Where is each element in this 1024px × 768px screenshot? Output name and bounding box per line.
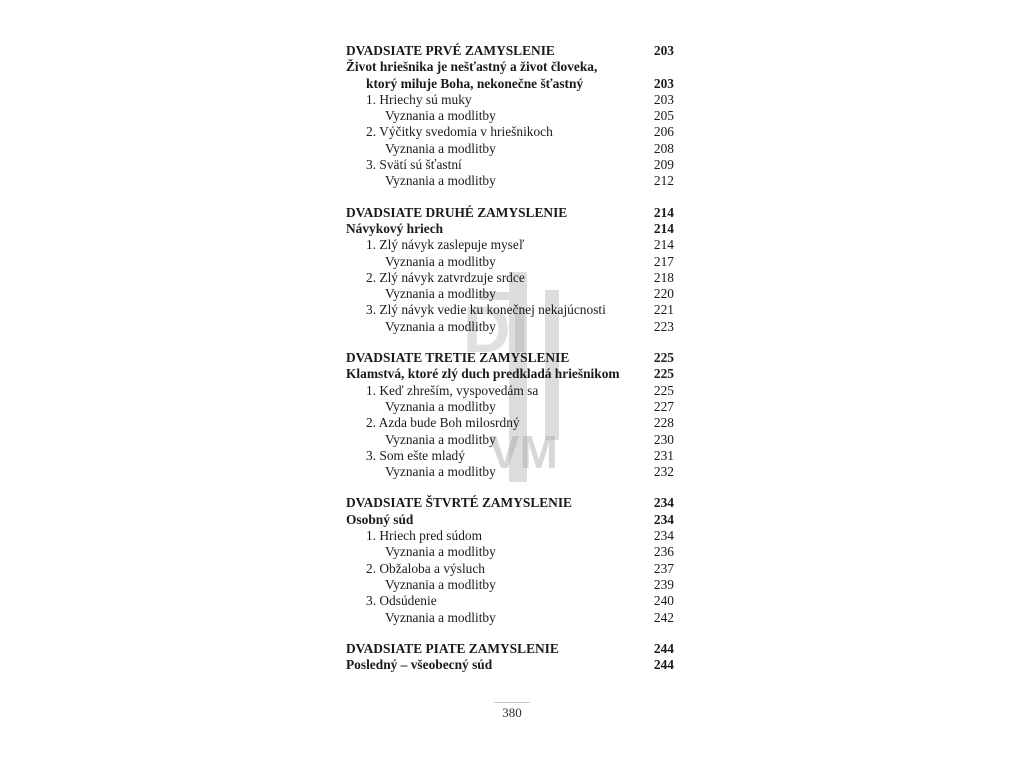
toc-entry-text: Vyznania a modlitby xyxy=(385,253,496,269)
toc-entry-text: Vyznania a modlitby xyxy=(385,140,496,156)
toc-item xyxy=(346,383,674,399)
toc-item xyxy=(346,124,674,140)
toc-page-number: 225 xyxy=(653,350,674,366)
toc-subitem xyxy=(346,108,674,124)
toc-entry-text: 2. Azda bude Boh milosrdný xyxy=(366,415,520,431)
toc-entry-text: DVADSIATE DRUHÉ ZAMYSLENIE xyxy=(346,204,568,220)
toc-page-number: 239 xyxy=(653,576,674,592)
toc-entry-text: Posledný – všeobecný súd xyxy=(346,657,493,673)
toc-page-number: 203 xyxy=(653,91,674,107)
toc-chapter-title xyxy=(346,59,674,75)
toc-page-number: 228 xyxy=(653,415,674,431)
toc-subitem xyxy=(346,286,674,302)
toc-entry-text: 1. Hriechy sú muky xyxy=(366,91,472,107)
toc-subitem xyxy=(346,319,674,335)
toc-entry-text: 3. Odsúdenie xyxy=(366,593,437,609)
toc-entry-text: Klamstvá, ktoré zlý duch predkladá hriešnikom xyxy=(346,366,620,382)
toc-page-number: 214 xyxy=(653,220,674,236)
toc-entry-text: 2. Zlý návyk zatvrdzuje srdce xyxy=(366,269,525,285)
watermark-text-bottom: VM xyxy=(489,426,558,478)
toc-entry-text: 3. Zlý návyk vedie ku konečnej nekajúcnosti xyxy=(366,302,606,318)
toc-page-number: 223 xyxy=(653,318,674,334)
toc-page-number: 237 xyxy=(653,560,674,576)
page-number: 380 xyxy=(502,705,522,720)
toc-page-number: 244 xyxy=(653,657,674,673)
toc-item xyxy=(346,92,674,108)
toc-chapter-heading xyxy=(346,641,674,657)
toc-item xyxy=(346,270,674,286)
toc-subitem xyxy=(346,464,674,480)
toc-section xyxy=(346,205,674,335)
toc-entry-text: 1. Keď zhreším, vyspovedám sa xyxy=(366,382,539,398)
toc-page-number: 203 xyxy=(653,75,674,91)
toc-chapter-title xyxy=(346,366,674,382)
toc-subitem xyxy=(346,577,674,593)
toc-entry-text: Vyznania a modlitby xyxy=(385,609,496,625)
toc-page-number: 225 xyxy=(653,366,674,382)
toc-page-number: 214 xyxy=(653,204,674,220)
toc-entry-text: Návykový hriech xyxy=(346,220,444,236)
toc-entry-text: Vyznania a modlitby xyxy=(385,318,496,334)
toc-subitem xyxy=(346,141,674,157)
toc-page-number: 221 xyxy=(653,302,674,318)
toc-entry-text: DVADSIATE PIATE ZAMYSLENIE xyxy=(346,640,559,656)
toc-page-number: 242 xyxy=(653,609,674,625)
toc-entry-text: 3. Svätí sú šťastní xyxy=(366,157,462,173)
toc-item xyxy=(346,237,674,253)
toc-page-number: 212 xyxy=(653,173,674,189)
toc-page-number: 218 xyxy=(653,269,674,285)
toc-page-number: 232 xyxy=(653,464,674,480)
toc-item xyxy=(346,415,674,431)
toc-entry-text: 2. Výčitky svedomia v hriešnikoch xyxy=(366,124,553,140)
toc-page-number: 225 xyxy=(653,382,674,398)
toc-section xyxy=(346,495,674,625)
toc-entry-text: DVADSIATE PRVÉ ZAMYSLENIE xyxy=(346,43,555,58)
toc-item xyxy=(346,561,674,577)
toc-chapter-title xyxy=(346,657,674,673)
toc-chapter-heading xyxy=(346,43,674,59)
toc-entry-text: Vyznania a modlitby xyxy=(385,464,496,480)
page-footer xyxy=(0,702,1024,721)
toc-page-number: 209 xyxy=(653,157,674,173)
toc-item xyxy=(346,302,674,318)
toc-subitem xyxy=(346,399,674,415)
toc-entry-text: Vyznania a modlitby xyxy=(385,108,496,124)
toc-entry-text: Vyznania a modlitby xyxy=(385,398,496,414)
toc-page-number: 208 xyxy=(653,140,674,156)
toc-item xyxy=(346,157,674,173)
toc-entry-text: Vyznania a modlitby xyxy=(385,431,496,447)
toc-entry-text: 2. Obžaloba a výsluch xyxy=(366,560,485,576)
toc-page-number: 205 xyxy=(653,108,674,124)
toc-page-number: 217 xyxy=(653,253,674,269)
toc-entry-text: ktorý miluje Boha, nekonečne šťastný xyxy=(366,75,584,91)
toc-entry-text: Vyznania a modlitby xyxy=(385,544,496,560)
toc-entry-text: Vyznania a modlitby xyxy=(385,286,496,302)
toc-page-number: 227 xyxy=(653,398,674,414)
toc-entry-text: Osobný súd xyxy=(346,511,414,527)
table-of-contents xyxy=(346,43,674,688)
toc-page-number: 206 xyxy=(653,124,674,140)
toc-item xyxy=(346,528,674,544)
toc-entry-text: Vyznania a modlitby xyxy=(385,576,496,592)
toc-page-number: 236 xyxy=(653,544,674,560)
toc-page-number: 234 xyxy=(653,495,674,511)
toc-section xyxy=(346,43,674,190)
toc-entry-text: 3. Som ešte mladý xyxy=(366,447,465,463)
toc-entry-text: Život hriešnika je nešťastný a život človeka, xyxy=(346,59,598,75)
toc-subitem xyxy=(346,432,674,448)
toc-page-number: 234 xyxy=(653,528,674,544)
toc-item xyxy=(346,448,674,464)
toc-entry-text: 1. Zlý návyk zaslepuje myseľ xyxy=(366,237,525,253)
toc-page-number: 220 xyxy=(653,286,674,302)
toc-subitem xyxy=(346,544,674,560)
toc-entry-text: 1. Hriech pred súdom xyxy=(366,528,483,544)
toc-subitem xyxy=(346,173,674,189)
toc-page-number: 203 xyxy=(653,43,674,58)
toc-chapter-title xyxy=(346,512,674,528)
footer-rule xyxy=(494,702,530,703)
watermark-text-top: DI xyxy=(463,292,529,366)
toc-entry-text: Vyznania a modlitby xyxy=(385,173,496,189)
toc-section xyxy=(346,350,674,480)
toc-entry-text: DVADSIATE TRETIE ZAMYSLENIE xyxy=(346,350,570,366)
toc-page-number: 244 xyxy=(653,640,674,656)
toc-chapter-title xyxy=(346,221,674,237)
toc-chapter-heading xyxy=(346,350,674,366)
toc-page-number: 214 xyxy=(653,237,674,253)
toc-chapter-heading xyxy=(346,205,674,221)
toc-item xyxy=(346,593,674,609)
toc-page-number: 230 xyxy=(653,431,674,447)
toc-chapter-heading xyxy=(346,495,674,511)
toc-page-number: 234 xyxy=(653,511,674,527)
toc-entry-text: DVADSIATE ŠTVRTÉ ZAMYSLENIE xyxy=(346,495,572,511)
toc-chapter-title xyxy=(346,76,674,92)
toc-page-number: 231 xyxy=(653,447,674,463)
toc-subitem xyxy=(346,610,674,626)
toc-section xyxy=(346,641,674,674)
toc-page-number: 240 xyxy=(653,593,674,609)
toc-subitem xyxy=(346,254,674,270)
